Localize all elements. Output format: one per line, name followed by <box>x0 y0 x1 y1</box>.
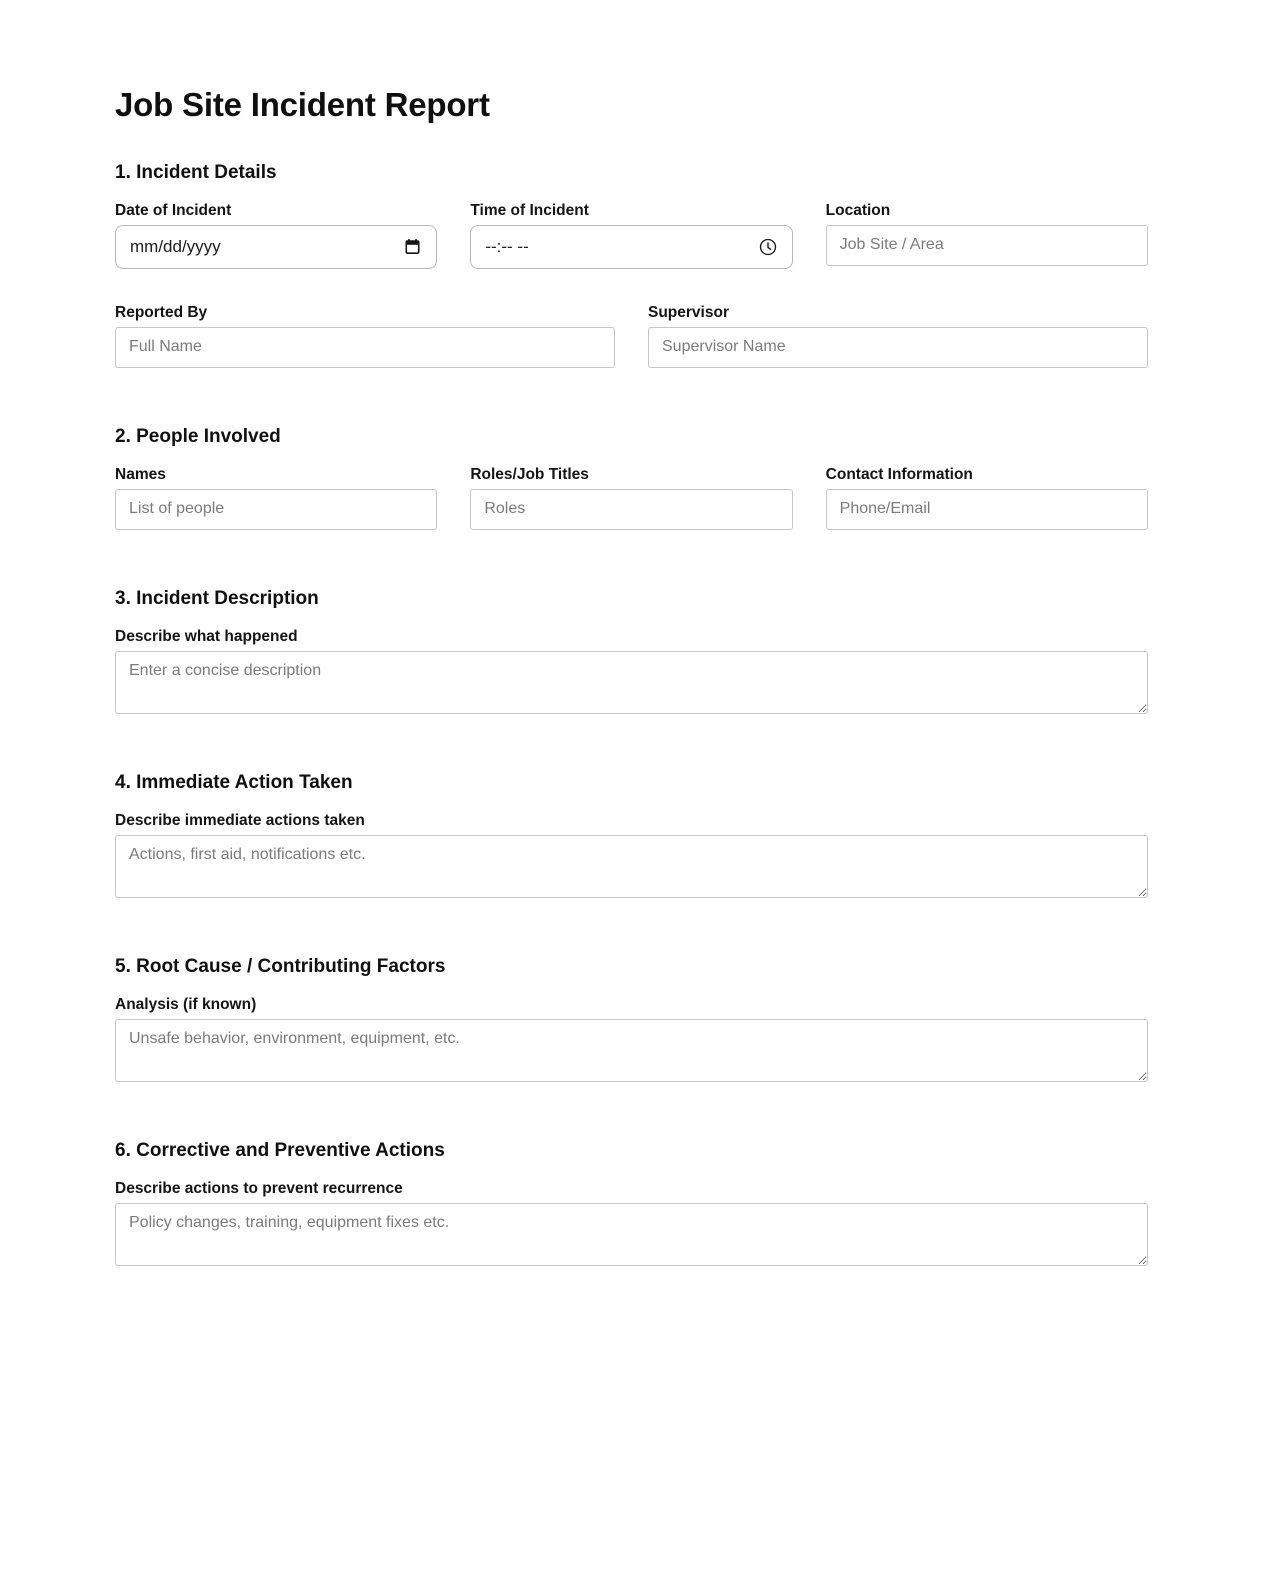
field-reported-by <box>115 305 615 368</box>
page-title: Job Site Incident Report <box>115 86 490 123</box>
corrective-actions-label: Describe actions to prevent recurrence <box>115 1179 403 1197</box>
names-label: Names <box>115 465 166 483</box>
field-contact-information <box>826 467 1148 530</box>
roles-input[interactable] <box>470 489 792 530</box>
time-of-incident-input[interactable] <box>470 225 792 269</box>
field-roles <box>470 467 792 530</box>
contact-information-input[interactable] <box>826 489 1148 530</box>
section-heading-corrective-actions: 6. Corrective and Preventive Actions <box>115 1139 445 1161</box>
date-of-incident-label: Date of Incident <box>115 201 232 219</box>
incident-description-textarea[interactable] <box>115 651 1148 714</box>
incident-details-row-1 <box>115 203 1148 269</box>
section-incident-description <box>115 588 1148 714</box>
calendar-icon[interactable] <box>402 237 422 257</box>
immediate-action-label: Describe immediate actions taken <box>115 811 365 829</box>
section-root-cause <box>115 956 1148 1082</box>
roles-label: Roles/Job Titles <box>470 465 589 483</box>
immediate-action-textarea[interactable] <box>115 835 1148 898</box>
date-of-incident-value: mm/dd/yyyy <box>130 236 221 256</box>
section-immediate-action <box>115 772 1148 898</box>
incident-description-label: Describe what happened <box>115 627 298 645</box>
field-location <box>826 203 1148 269</box>
reported-by-input[interactable] <box>115 327 615 368</box>
incident-report-form <box>115 0 1148 1266</box>
section-corrective-actions <box>115 1140 1148 1266</box>
section-heading-people-involved: 2. People Involved <box>115 425 281 447</box>
clock-icon[interactable] <box>758 237 778 257</box>
incident-details-row-2 <box>115 305 1148 368</box>
names-input[interactable] <box>115 489 437 530</box>
root-cause-textarea[interactable] <box>115 1019 1148 1082</box>
contact-information-label: Contact Information <box>825 465 973 483</box>
section-heading-incident-description: 3. Incident Description <box>115 587 319 609</box>
root-cause-label: Analysis (if known) <box>115 995 257 1013</box>
corrective-actions-textarea[interactable] <box>115 1203 1148 1266</box>
section-heading-root-cause: 5. Root Cause / Contributing Factors <box>115 955 446 977</box>
location-label: Location <box>825 201 891 219</box>
location-input[interactable] <box>826 225 1148 266</box>
section-people-involved <box>115 426 1148 530</box>
date-of-incident-input[interactable] <box>115 225 437 269</box>
section-heading-immediate-action: 4. Immediate Action Taken <box>115 771 353 793</box>
time-of-incident-value: --:-- -- <box>485 236 529 256</box>
section-incident-details <box>115 162 1148 368</box>
reported-by-label: Reported By <box>115 303 208 321</box>
field-supervisor <box>648 305 1148 368</box>
time-of-incident-label: Time of Incident <box>470 201 589 219</box>
people-involved-row <box>115 467 1148 530</box>
supervisor-label: Supervisor <box>648 303 729 321</box>
section-heading-incident-details: 1. Incident Details <box>115 161 277 183</box>
field-date-of-incident <box>115 203 437 269</box>
supervisor-input[interactable] <box>648 327 1148 368</box>
field-names <box>115 467 437 530</box>
field-time-of-incident <box>470 203 792 269</box>
